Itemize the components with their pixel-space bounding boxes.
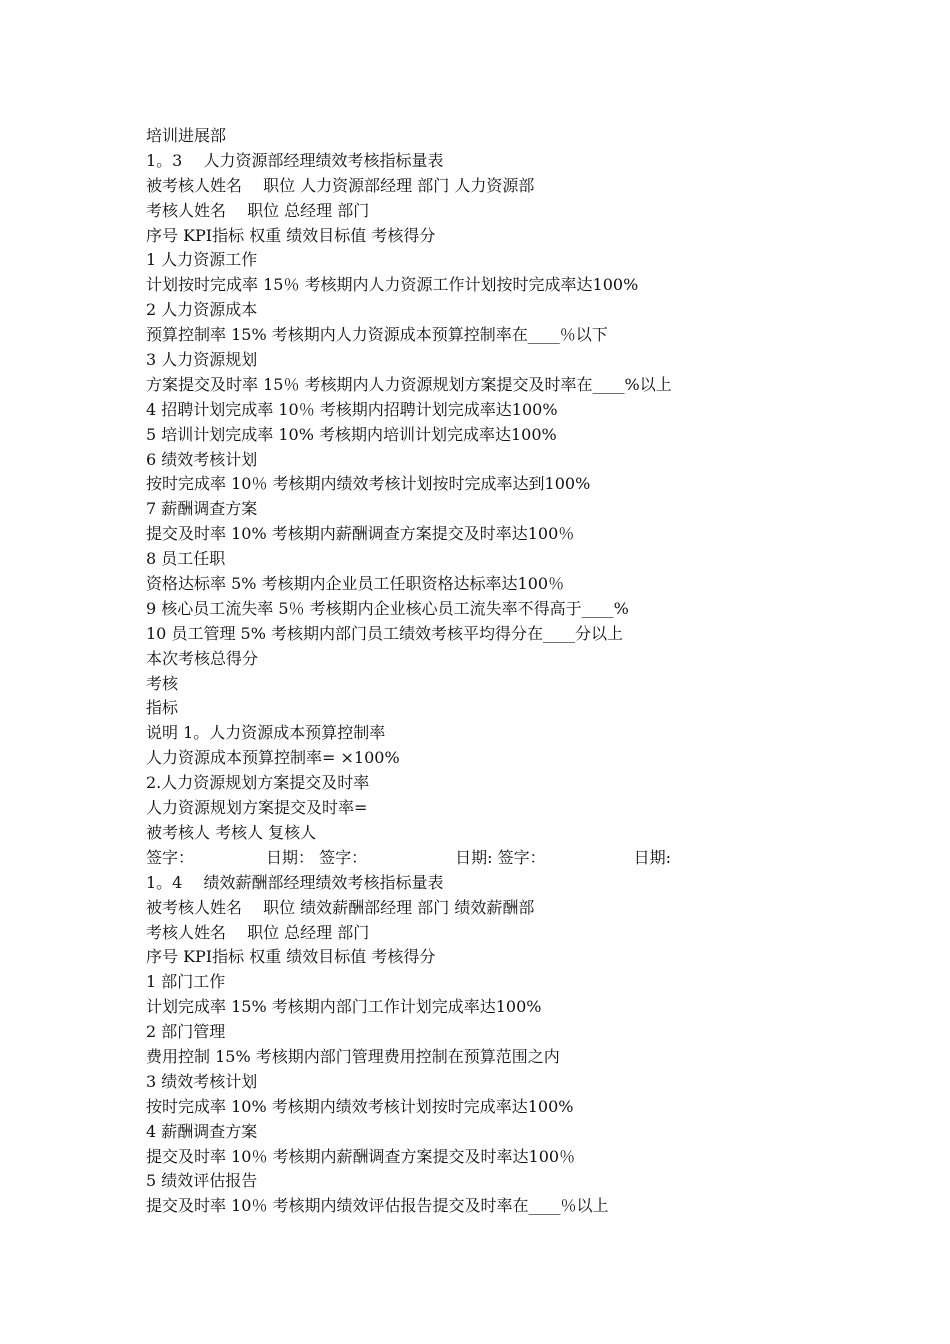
table-row: 8 员工任职: [146, 549, 226, 569]
table-row: 提交及时率 10% 考核期内薪酬调查方案提交及时率达100％: [146, 524, 575, 544]
table-row: 提交及时率 10％ 考核期内绩效评估报告提交及时率在____％以上: [146, 1196, 609, 1216]
table-row: 6 绩效考核计划: [146, 449, 258, 469]
table-row: 提交及时率 10％ 考核期内薪酬调查方案提交及时率达100％: [146, 1146, 576, 1166]
table-header: 序号 KPI指标 权重 绩效目标值 考核得分: [146, 947, 436, 967]
total-score-row: 本次考核总得分: [146, 648, 259, 668]
signature-row: 签字： 日期： 签字： 日期: 签字： 日期:: [146, 847, 671, 867]
table-row: 1 人力资源工作: [146, 250, 258, 270]
table-row: 3 绩效考核计划: [146, 1071, 258, 1091]
text-line: 考核: [146, 673, 179, 693]
table-row: 计划完成率 15% 考核期内部门工作计划完成率达100%: [146, 997, 542, 1017]
formula-line: 人力资源规划方案提交及时率=: [146, 798, 368, 818]
document-page: [146, 124, 906, 1219]
table-row: 1 部门工作: [146, 972, 226, 992]
section-heading: 1。3 人力资源部经理绩效考核指标量表: [146, 150, 444, 170]
table-row: 计划按时完成率 15％ 考核期内人力资源工作计划按时完成率达100%: [146, 275, 639, 295]
table-row: 预算控制率 15% 考核期内人力资源成本预算控制率在____％以下: [146, 325, 608, 345]
signature-header: 被考核人 考核人 复核人: [146, 822, 317, 842]
text-line: 考核人姓名 职位 总经理 部门: [146, 922, 370, 942]
text-line: 说明 1。人力资源成本预算控制率: [146, 723, 386, 743]
table-row: 4 薪酬调查方案: [146, 1121, 258, 1141]
table-row: 方案提交及时率 15％ 考核期内人力资源规划方案提交及时率在____%以上: [146, 374, 672, 394]
table-row: 10 员工管理 5% 考核期内部门员工绩效考核平均得分在____分以上: [146, 623, 624, 643]
text-line: 被考核人姓名 职位 人力资源部经理 部门 人力资源部: [146, 175, 535, 195]
text-line: 被考核人姓名 职位 绩效薪酬部经理 部门 绩效薪酬部: [146, 897, 535, 917]
table-row: 5 培训计划完成率 10% 考核期内培训计划完成率达100%: [146, 424, 557, 444]
table-row: 2 人力资源成本: [146, 300, 258, 320]
text-line: 指标: [146, 698, 179, 718]
text-line: 培训进展部: [146, 126, 227, 145]
table-row: 2 部门管理: [146, 1022, 226, 1042]
table-header: 序号 KPI指标 权重 绩效目标值 考核得分: [146, 225, 436, 245]
table-row: 9 核心员工流失率 5％ 考核期内企业核心员工流失率不得高于____%: [146, 598, 629, 618]
table-row: 按时完成率 10％ 考核期内绩效考核计划按时完成率达到100%: [146, 474, 591, 494]
table-row: 4 招聘计划完成率 10％ 考核期内招聘计划完成率达100%: [146, 399, 558, 419]
table-row: 3 人力资源规划: [146, 350, 258, 370]
formula-line: 人力资源成本预算控制率= ×100%: [146, 748, 400, 768]
text-line: 2.人力资源规划方案提交及时率: [146, 773, 370, 793]
table-row: 按时完成率 10% 考核期内绩效考核计划按时完成率达100%: [146, 1096, 574, 1116]
table-row: 7 薪酬调查方案: [146, 499, 258, 519]
section-heading: 1。4 绩效薪酬部经理绩效考核指标量表: [146, 872, 444, 892]
table-row: 资格达标率 5% 考核期内企业员工任职资格达标率达100％: [146, 574, 565, 594]
text-line: 考核人姓名 职位 总经理 部门: [146, 200, 370, 220]
table-row: 5 绩效评估报告: [146, 1171, 258, 1191]
table-row: 费用控制 15% 考核期内部门管理费用控制在预算范围之内: [146, 1046, 560, 1066]
